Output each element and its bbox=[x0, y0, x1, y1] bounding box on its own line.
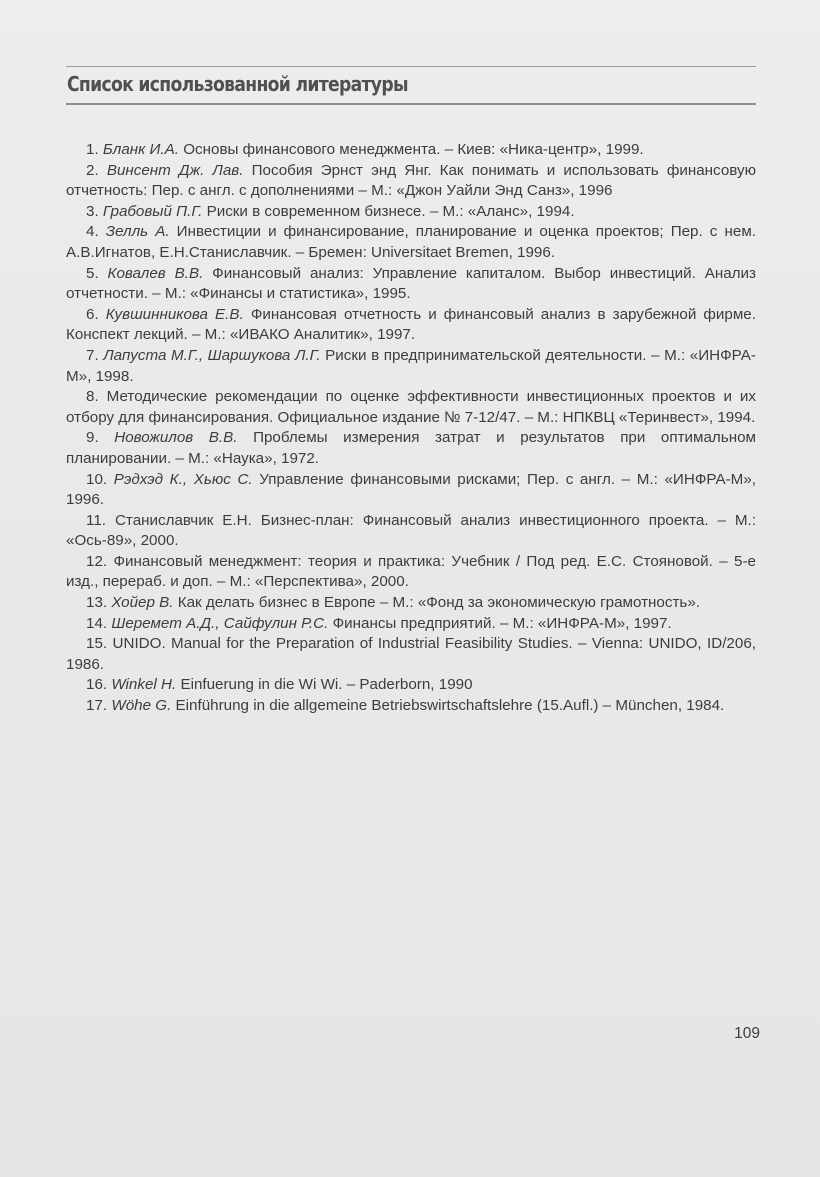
reference-number: 6. bbox=[86, 305, 99, 323]
reference-text: Управление финансовыми рисками; Пер. с англ. – М.: «ИНФРА-М», 1996. bbox=[66, 470, 756, 509]
reference-item bbox=[66, 593, 756, 614]
reference-item bbox=[66, 222, 756, 263]
reference-item bbox=[66, 264, 756, 305]
reference-text: Риски в современном бизнесе. – М.: «Аланс», 1994. bbox=[206, 202, 575, 220]
reference-author: Лапуста М.Г., Шаршукова Л.Г. bbox=[103, 346, 321, 364]
reference-item bbox=[66, 305, 756, 346]
reference-number: 1. bbox=[86, 141, 99, 158]
reference-item bbox=[66, 696, 756, 717]
reference-number: 5. bbox=[86, 264, 99, 282]
reference-author: Хойер В. bbox=[111, 594, 174, 612]
reference-item bbox=[66, 346, 756, 387]
reference-number: 12. bbox=[86, 552, 108, 570]
reference-item bbox=[66, 161, 756, 202]
reference-author: Ковалев В.В. bbox=[107, 264, 204, 282]
heading-bottom-rule bbox=[66, 103, 756, 105]
reference-text: Einführung in die allgemeine Betriebswirtschaftslehre (15.Aufl.) – München, 1984. bbox=[175, 697, 725, 715]
reference-number: 16. bbox=[86, 676, 108, 694]
reference-text: Методические рекомендации по оценке эффективности инвестиционных проектов и их отбору для финансирования. Официальное издание № 7-12/47. – М.: НПКВЦ «Теринвест», 1994. bbox=[66, 388, 756, 426]
reference-item bbox=[66, 675, 756, 696]
reference-text: Как делать бизнес в Европе – М.: «Фонд за экономическую грамотность». bbox=[177, 594, 700, 612]
reference-text: Финансы предприятий. – М.: «ИНФРА-М», 1997. bbox=[332, 614, 672, 632]
reference-text: UNIDO. Manual for the Preparation of Industrial Feasibility Studies. – Vienna: UNIDO, ID/206, 1986. bbox=[66, 635, 756, 673]
reference-text: Проблемы измерения затрат и результатов при оптимальном планировании. – М.: «Наука», 1972. bbox=[66, 429, 756, 467]
reference-number: 11. bbox=[86, 511, 106, 529]
reference-author: Кувшинникова Е.В. bbox=[105, 305, 244, 323]
reference-item bbox=[66, 202, 756, 223]
reference-item bbox=[66, 552, 756, 593]
reference-item bbox=[66, 511, 756, 552]
reference-item bbox=[66, 428, 756, 469]
reference-number: 4. bbox=[86, 223, 99, 241]
reference-author: Бланк И.А. bbox=[102, 141, 179, 158]
reference-text: Пособия Эрнст энд Янг. Как понимать и использовать финансовую отчетность: Пер. с англ. с дополнениями – М.: «Джон Уайли Энд Санз», 1996 bbox=[66, 161, 756, 200]
reference-author: Новожилов В.В. bbox=[114, 429, 238, 447]
reference-text: Станиславчик Е.Н. Бизнес-план: Финансовый анализ инвестиционного проекта. – М.: «Ось-89», 2000. bbox=[66, 511, 756, 550]
section-heading: Список использованной литературы bbox=[67, 72, 408, 96]
heading-top-rule bbox=[66, 66, 756, 67]
reference-author: Зелль А. bbox=[105, 223, 170, 241]
reference-author: Wöhe G. bbox=[111, 697, 172, 715]
reference-text: Финансовая отчетность и финансовый анализ в зарубежной фирме. Конспект лекций. – М.: «ИВАКО Аналитик», 1997. bbox=[66, 305, 756, 344]
reference-number: 15. bbox=[86, 635, 108, 653]
reference-item bbox=[66, 614, 756, 635]
reference-text: Основы финансового менеджмента. – Киев: «Ника-центр», 1999. bbox=[183, 141, 644, 158]
reference-number: 10. bbox=[86, 470, 108, 488]
page-number: 109 bbox=[734, 1025, 760, 1042]
reference-item bbox=[66, 634, 756, 675]
reference-text: Риски в предпринимательской деятельности. – М.: «ИНФРА-М», 1998. bbox=[66, 346, 756, 385]
reference-number: 14. bbox=[86, 614, 108, 632]
reference-item bbox=[66, 470, 756, 511]
reference-text: Финансовый анализ: Управление капиталом. Выбор инвестиций. Анализ отчетности. – М.: «Финансы и статистика», 1995. bbox=[66, 264, 756, 303]
reference-item bbox=[66, 387, 756, 428]
reference-number: 17. bbox=[86, 697, 108, 715]
reference-number: 8. bbox=[86, 388, 99, 406]
reference-number: 3. bbox=[86, 202, 99, 220]
reference-number: 7. bbox=[86, 346, 99, 364]
reference-author: Winkel H. bbox=[111, 676, 177, 694]
reference-number: 13. bbox=[86, 594, 108, 612]
reference-author: Грабовый П.Г. bbox=[102, 202, 203, 220]
reference-author: Винсент Дж. Лав. bbox=[106, 161, 244, 179]
reference-item bbox=[66, 140, 756, 161]
reference-author: Шеремет А.Д., Сайфулин Р.С. bbox=[111, 614, 329, 632]
reference-number: 2. bbox=[86, 161, 99, 179]
reference-number: 9. bbox=[86, 429, 99, 447]
reference-text: Einfuerung in die Wi Wi. – Paderborn, 1990 bbox=[180, 676, 473, 694]
reference-list bbox=[66, 140, 756, 717]
reference-author: Рэдхэд К., Хьюс С. bbox=[113, 470, 253, 488]
reference-text: Инвестиции и финансирование, планирование и оценка проектов; Пер. с нем. А.В.Игнатов, Е.Н.Станиславчик. – Бремен: Universitaet Bremen, 1996. bbox=[66, 223, 756, 261]
reference-text: Финансовый менеджмент: теория и практика: Учебник / Под ред. Е.С. Стояновой. – 5-е изд., перераб. и доп. – М.: «Перспектива», 2000. bbox=[66, 552, 756, 591]
